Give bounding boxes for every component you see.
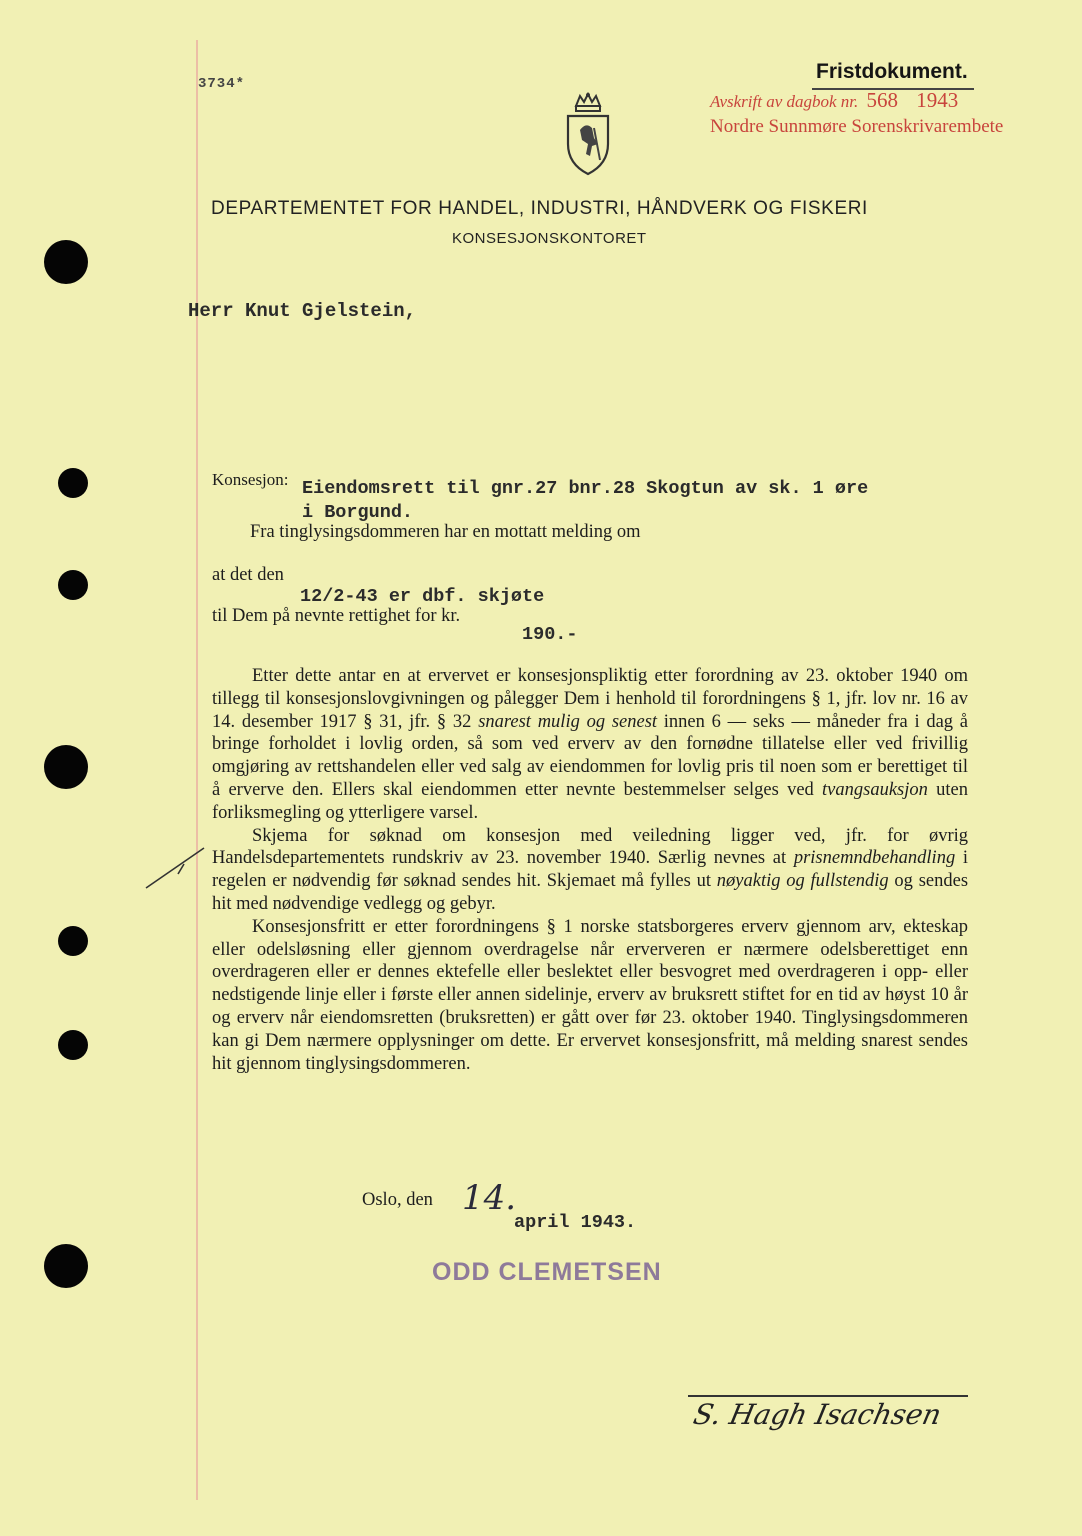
punch-hole bbox=[44, 1244, 88, 1288]
punch-hole bbox=[58, 570, 88, 600]
name-stamp: ODD CLEMETSEN bbox=[432, 1258, 662, 1286]
margin-tick-mark bbox=[144, 846, 208, 897]
department-heading: DEPARTEMENTET FOR HANDEL, INDUSTRI, HÅNDVERK OG FISKERI bbox=[211, 198, 868, 219]
red-margin-line bbox=[196, 40, 198, 1500]
stamp-dagbok-prefix: Avskrift av dagbok nr. bbox=[710, 92, 859, 111]
stamp-dagbok-year: 1943 bbox=[916, 88, 959, 112]
p1-italic-2: tvangsauksjon bbox=[822, 779, 928, 800]
office-heading: KONSESJONSKONTORET bbox=[452, 230, 647, 247]
til-dem-label: til Dem på nevnte rettighet for kr. bbox=[212, 606, 461, 626]
stamp-dagbok-number: 568 bbox=[866, 88, 899, 112]
signature: S. Hagh Isachsen bbox=[690, 1398, 945, 1431]
fristdokument-label: Fristdokument. bbox=[816, 60, 968, 83]
at-det-den-label: at det den bbox=[212, 565, 284, 585]
p2-italic-1: prisnemndbehandling bbox=[793, 848, 956, 869]
konsesjon-label: Konsesjon: bbox=[212, 470, 289, 489]
day-handwritten: 14. bbox=[462, 1178, 517, 1218]
p1-text-b: innen 6 — seks — måneder fra i dag å bringe forholdet i lovlig orden, så som ved erverv av den fornødne tillatelse eller ved frivillig omgjøring av rettshandelen eller ved salg av eiendommen for lovlig pris til noen som er berettiget til å erverve den. Ellers skal eiendommen etter nevnte bestemmelser selges ved bbox=[212, 711, 969, 800]
melding-line: Fra tinglysingsdommeren har en mottatt melding om bbox=[250, 522, 641, 542]
punch-hole bbox=[58, 1030, 88, 1060]
paragraph-2 bbox=[212, 825, 968, 916]
p2-text-b: i regelen er nødvendig før søknad sendes hit. Skjemaet må fylles ut bbox=[212, 848, 969, 892]
punch-hole bbox=[58, 926, 88, 956]
amount-value: 190.- bbox=[522, 624, 578, 645]
p2-text-a: Skjema for søknad om konsesjon med veiledning ligger ved, jfr. for øvrig Handelsdepartementets rundskriv av 23. november 1940. Særlig nevnes at bbox=[212, 825, 968, 869]
month-year: april 1943. bbox=[514, 1212, 637, 1233]
p2-italic-2: nøyaktig og fullstendig bbox=[716, 871, 889, 892]
coat-of-arms-icon bbox=[562, 92, 614, 176]
punch-hole bbox=[44, 745, 88, 789]
paragraph-3: Konsesjonsfritt er etter forordningens § 1 norske statsborgeres erverv gjennom arv, ekteskap eller odelsløsning eller gjennom overdragelse når erververen er nærmere odelsberettiget enn overdrageren eller er dennes ektefelle eller beslektet eller besvogret med overdrageren i opp- eller nedstigende linje eller i første eller annen sidelinje, erverv av bruksrett stiftet for en tid av høyst 10 år og erverv når eiendomsretten (bruksretten) er gått over før 23. oktober 1940. Tinglysingsdommeren kan gi Dem nærmere opplysninger om dette. Er ervervet konsesjonsfritt, må melding snarest sendes hit gjennom tinglysingsdommeren. bbox=[212, 916, 968, 1074]
paragraph-1 bbox=[212, 665, 968, 825]
p1-text-a: Etter dette antar en at ervervet er konsesjonspliktig etter forordning av 23. oktober 1940 om tillegg til konsesjonslovgivningen og pålegger Dem i henhold til forordningens § 1, jfr. lov nr. 16 av 14. desember 1917 § 31, jfr. § 32 bbox=[212, 666, 968, 732]
punch-hole bbox=[44, 240, 88, 284]
stamp-dagbok-line bbox=[710, 88, 958, 113]
konsesjon-value-line2: i Borgund. bbox=[302, 502, 414, 523]
signature-line bbox=[688, 1395, 968, 1397]
date-value: 12/2-43 er dbf. skjøte bbox=[300, 586, 545, 607]
p1-italic-1: snarest mulig og senest bbox=[478, 711, 658, 732]
recipient: Herr Knut Gjelstein, bbox=[188, 300, 417, 322]
punch-hole bbox=[58, 468, 88, 498]
stamp-office-line: Nordre Sunnmøre Sorenskrivarembete bbox=[710, 116, 1004, 137]
konsesjon-value-line1: Eiendomsrett til gnr.27 bnr.28 Skogtun av sk. 1 øre bbox=[302, 478, 869, 499]
p2-text-c: og sendes hit med nødvendige vedlegg og gebyr. bbox=[212, 871, 969, 914]
corner-mark: 3734* bbox=[198, 76, 246, 92]
place-label: Oslo, den bbox=[362, 1190, 433, 1210]
p1-text-c: uten forliksmegling og ytterligere varsel. bbox=[212, 779, 968, 823]
body-text bbox=[212, 665, 968, 1075]
